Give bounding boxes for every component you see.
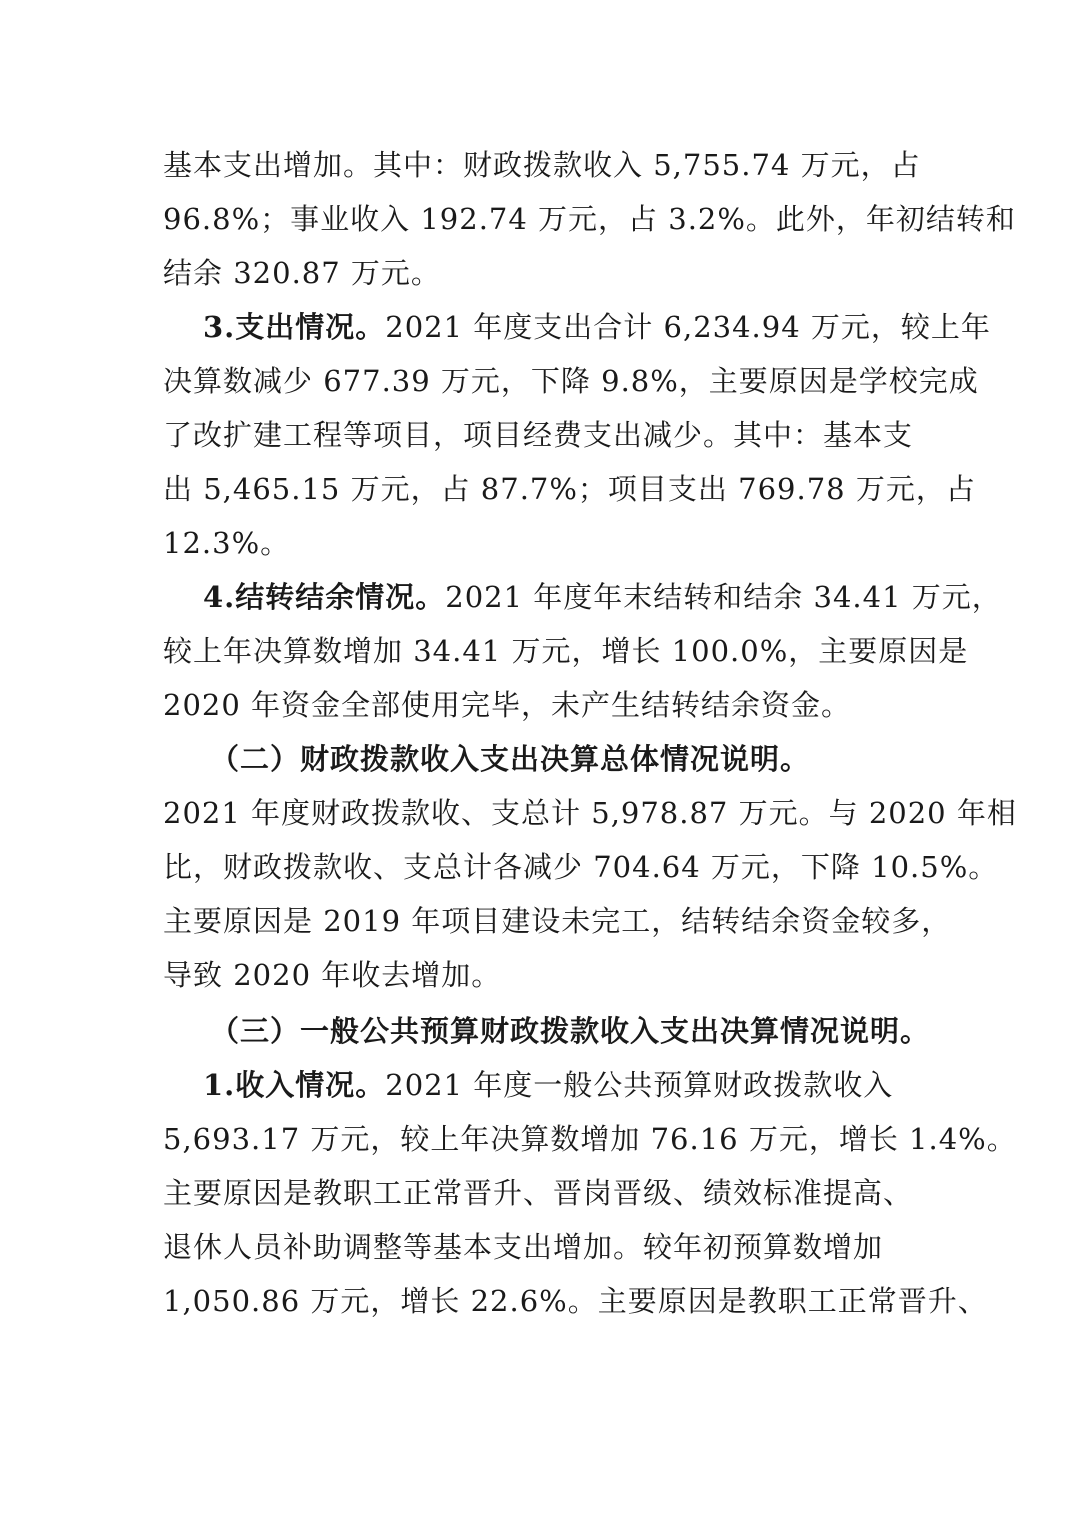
paragraph-line xyxy=(203,309,991,345)
paragraph-line xyxy=(203,579,1002,615)
paragraph-line xyxy=(203,1067,893,1103)
body-text-line: 退休人员补助调整等基本支出增加。较年初预算数增加 xyxy=(163,1230,884,1264)
body-text-line: 结余 320.87 万元。 xyxy=(163,256,441,290)
body-text: 2021 年度支出合计 6,234.94 万元，较上年 xyxy=(385,310,991,344)
body-text-line: 96.8%；事业收入 192.74 万元，占 3.2%。此外，年初结转和 xyxy=(163,202,1016,236)
body-text-line: 5,693.17 万元，较上年决算数增加 76.16 万元，增长 1.4%。 xyxy=(163,1122,1017,1156)
body-text-line: 1,050.86 万元，增长 22.6%。主要原因是教职工正常晋升、 xyxy=(163,1284,988,1318)
body-text: 2021 年度年末结转和结余 34.41 万元， xyxy=(445,580,1002,614)
body-text-line: 导致 2020 年收去增加。 xyxy=(163,958,502,992)
body-text-line: 了改扩建工程等项目，项目经费支出减少。其中：基本支 xyxy=(163,418,914,452)
section-heading-expenditure: 3.支出情况。 xyxy=(203,310,386,344)
body-text-line: 主要原因是教职工正常晋升、晋岗晋级、绩效标准提高、 xyxy=(163,1176,914,1210)
body-text-line: 2020 年资金全部使用完毕，未产生结转结余资金。 xyxy=(163,688,852,722)
body-text-line: 主要原因是 2019 年项目建设未完工，结转结余资金较多， xyxy=(163,904,952,938)
body-text: 2021 年度一般公共预算财政拨款收入 xyxy=(385,1068,894,1102)
body-text-line: 出 5,465.15 万元，占 87.7%；项目支出 769.78 万元，占 xyxy=(163,472,976,506)
section-heading-carryover: 4.结转结余情况。 xyxy=(203,580,446,614)
body-text-line: 基本支出增加。其中：财政拨款收入 5,755.74 万元，占 xyxy=(163,148,921,182)
section-heading-income: 1.收入情况。 xyxy=(203,1068,386,1102)
section-heading-general-budget: （三）一般公共预算财政拨款收入支出决算情况说明。 xyxy=(210,1014,931,1048)
body-text-line: 决算数减少 677.39 万元，下降 9.8%，主要原因是学校完成 xyxy=(163,364,979,398)
section-heading-fiscal-overview: （二）财政拨款收入支出决算总体情况说明。 xyxy=(210,742,811,776)
body-text-line: 12.3%。 xyxy=(163,526,291,560)
body-text-line: 较上年决算数增加 34.41 万元，增长 100.0%，主要原因是 xyxy=(163,634,969,668)
body-text-line: 2021 年度财政拨款收、支总计 5,978.87 万元。与 2020 年相 xyxy=(163,796,1017,830)
body-text-line: 比，财政拨款收、支总计各减少 704.64 万元，下降 10.5%。 xyxy=(163,850,999,884)
